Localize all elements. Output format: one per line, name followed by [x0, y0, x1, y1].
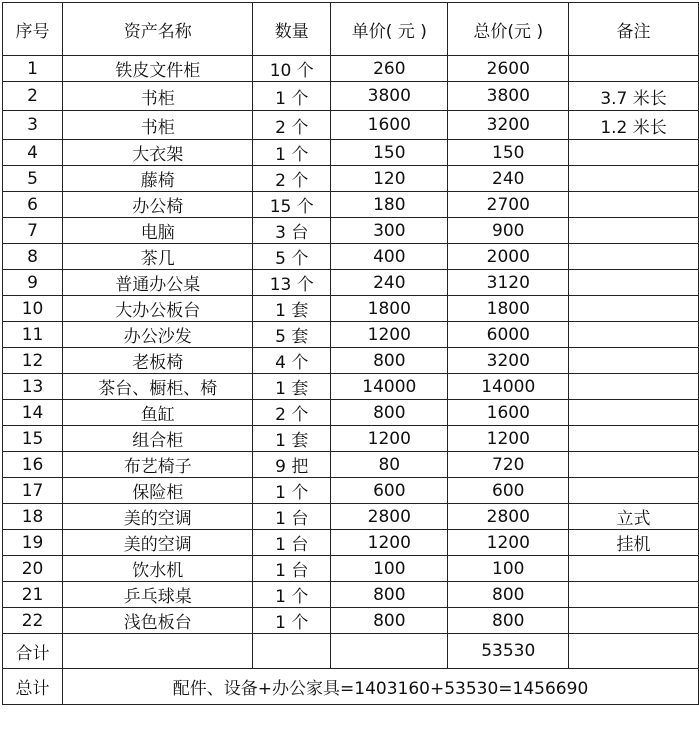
cell-index: 10	[3, 296, 63, 322]
table-row	[3, 530, 699, 556]
header-cell-quantity: 数量	[253, 3, 331, 56]
cell-index: 8	[3, 244, 63, 270]
cell-quantity: 4 个	[253, 348, 331, 374]
cell-quantity: 10 个	[253, 56, 331, 82]
cell-asset-name: 电脑	[63, 218, 253, 244]
cell-quantity: 2 个	[253, 400, 331, 426]
table-row	[3, 504, 699, 530]
cell-unit-price: 800	[331, 400, 448, 426]
grand-total-row	[3, 669, 699, 705]
cell-total-price: 2800	[448, 504, 569, 530]
cell-total-price: 14000	[448, 374, 569, 400]
cell-asset-name	[63, 634, 253, 669]
cell-quantity: 1 台	[253, 504, 331, 530]
table-row	[3, 556, 699, 582]
cell-index: 9	[3, 270, 63, 296]
cell-total-price: 720	[448, 452, 569, 478]
cell-total-price: 1800	[448, 296, 569, 322]
cell-unit-price: 1600	[331, 111, 448, 140]
cell-asset-name: 保险柜	[63, 478, 253, 504]
cell-quantity: 1 套	[253, 426, 331, 452]
cell-unit-price: 240	[331, 270, 448, 296]
cell-index: 7	[3, 218, 63, 244]
table-row	[3, 270, 699, 296]
cell-total-price: 600	[448, 478, 569, 504]
table-row	[3, 400, 699, 426]
cell-remark	[569, 296, 699, 322]
table-row	[3, 192, 699, 218]
table-row	[3, 56, 699, 82]
cell-remark	[569, 608, 699, 634]
cell-asset-name: 老板椅	[63, 348, 253, 374]
cell-unit-price: 300	[331, 218, 448, 244]
cell-asset-name: 大办公板台	[63, 296, 253, 322]
header-cell-remark: 备注	[569, 3, 699, 56]
cell-quantity: 1 套	[253, 296, 331, 322]
cell-total-price: 240	[448, 166, 569, 192]
cell-unit-price: 1200	[331, 426, 448, 452]
grand-total-formula: 配件、设备+办公家具=1403160+53530=1456690	[63, 669, 699, 705]
table-row	[3, 140, 699, 166]
cell-remark	[569, 634, 699, 669]
cell-asset-name: 美的空调	[63, 530, 253, 556]
cell-remark	[569, 270, 699, 296]
cell-index: 13	[3, 374, 63, 400]
cell-asset-name: 茶台、橱柜、椅	[63, 374, 253, 400]
cell-asset-name: 浅色板台	[63, 608, 253, 634]
table-row	[3, 582, 699, 608]
table-row	[3, 244, 699, 270]
cell-asset-name: 美的空调	[63, 504, 253, 530]
cell-remark	[569, 322, 699, 348]
cell-index: 19	[3, 530, 63, 556]
cell-quantity: 2 个	[253, 166, 331, 192]
cell-total-price: 2000	[448, 244, 569, 270]
cell-unit-price: 150	[331, 140, 448, 166]
subtotal-label: 合计	[3, 634, 63, 669]
table-row	[3, 218, 699, 244]
cell-total-price: 2600	[448, 56, 569, 82]
table-row	[3, 608, 699, 634]
cell-total-price: 150	[448, 140, 569, 166]
subtotal-row	[3, 634, 699, 669]
cell-remark	[569, 244, 699, 270]
cell-remark	[569, 582, 699, 608]
cell-asset-name: 藤椅	[63, 166, 253, 192]
cell-unit-price: 600	[331, 478, 448, 504]
cell-index: 1	[3, 56, 63, 82]
header-cell-asset-name: 资产名称	[63, 3, 253, 56]
cell-total-price: 800	[448, 608, 569, 634]
table-row	[3, 348, 699, 374]
cell-remark	[569, 452, 699, 478]
header-cell-unit-price: 单价( 元 )	[331, 3, 448, 56]
cell-remark	[569, 556, 699, 582]
cell-index: 21	[3, 582, 63, 608]
table-row	[3, 322, 699, 348]
table-row	[3, 426, 699, 452]
cell-unit-price: 800	[331, 608, 448, 634]
cell-unit-price: 1200	[331, 322, 448, 348]
cell-total-price: 1200	[448, 530, 569, 556]
cell-asset-name: 办公椅	[63, 192, 253, 218]
cell-unit-price: 800	[331, 582, 448, 608]
cell-index: 4	[3, 140, 63, 166]
cell-unit-price	[331, 634, 448, 669]
cell-remark	[569, 192, 699, 218]
cell-total-price: 3200	[448, 348, 569, 374]
cell-remark	[569, 218, 699, 244]
cell-quantity: 1 个	[253, 82, 331, 111]
cell-remark: 1.2 米长	[569, 111, 699, 140]
cell-index: 16	[3, 452, 63, 478]
cell-index: 14	[3, 400, 63, 426]
subtotal-value: 53530	[448, 634, 569, 669]
cell-quantity: 1 个	[253, 478, 331, 504]
table-row	[3, 111, 699, 140]
cell-remark: 立式	[569, 504, 699, 530]
cell-unit-price: 1200	[331, 530, 448, 556]
cell-quantity: 9 把	[253, 452, 331, 478]
cell-asset-name: 书柜	[63, 111, 253, 140]
cell-total-price: 3120	[448, 270, 569, 296]
cell-remark	[569, 56, 699, 82]
cell-unit-price: 120	[331, 166, 448, 192]
cell-asset-name: 普通办公桌	[63, 270, 253, 296]
cell-asset-name: 办公沙发	[63, 322, 253, 348]
cell-asset-name: 组合柜	[63, 426, 253, 452]
cell-index: 20	[3, 556, 63, 582]
header-cell-index: 序号	[3, 3, 63, 56]
cell-quantity: 3 台	[253, 218, 331, 244]
cell-index: 15	[3, 426, 63, 452]
cell-unit-price: 2800	[331, 504, 448, 530]
cell-unit-price: 14000	[331, 374, 448, 400]
cell-quantity: 1 个	[253, 582, 331, 608]
cell-unit-price: 1800	[331, 296, 448, 322]
cell-quantity: 1 个	[253, 608, 331, 634]
cell-total-price: 100	[448, 556, 569, 582]
header-cell-total-price: 总价(元 )	[448, 3, 569, 56]
cell-unit-price: 800	[331, 348, 448, 374]
header-row	[3, 3, 699, 56]
cell-remark	[569, 140, 699, 166]
cell-unit-price: 3800	[331, 82, 448, 111]
cell-index: 2	[3, 82, 63, 111]
cell-unit-price: 180	[331, 192, 448, 218]
table-row	[3, 166, 699, 192]
cell-unit-price: 400	[331, 244, 448, 270]
cell-index: 17	[3, 478, 63, 504]
cell-index: 6	[3, 192, 63, 218]
cell-index: 22	[3, 608, 63, 634]
cell-unit-price: 260	[331, 56, 448, 82]
cell-asset-name: 大衣架	[63, 140, 253, 166]
cell-remark: 挂机	[569, 530, 699, 556]
cell-total-price: 3800	[448, 82, 569, 111]
cell-asset-name: 饮水机	[63, 556, 253, 582]
table-row	[3, 452, 699, 478]
cell-unit-price: 100	[331, 556, 448, 582]
cell-remark	[569, 374, 699, 400]
table-row	[3, 374, 699, 400]
cell-quantity: 5 个	[253, 244, 331, 270]
cell-quantity: 5 套	[253, 322, 331, 348]
cell-total-price: 2700	[448, 192, 569, 218]
asset-table	[2, 2, 699, 705]
cell-quantity: 15 个	[253, 192, 331, 218]
cell-remark	[569, 348, 699, 374]
cell-quantity: 13 个	[253, 270, 331, 296]
cell-quantity: 1 套	[253, 374, 331, 400]
cell-asset-name: 鱼缸	[63, 400, 253, 426]
cell-index: 3	[3, 111, 63, 140]
cell-remark	[569, 478, 699, 504]
grand-total-label: 总计	[3, 669, 63, 705]
cell-index: 12	[3, 348, 63, 374]
cell-asset-name: 乒乓球桌	[63, 582, 253, 608]
cell-quantity: 1 台	[253, 556, 331, 582]
cell-total-price: 900	[448, 218, 569, 244]
cell-index: 11	[3, 322, 63, 348]
table-row	[3, 82, 699, 111]
cell-quantity: 2 个	[253, 111, 331, 140]
cell-quantity: 1 个	[253, 140, 331, 166]
table-row	[3, 478, 699, 504]
cell-asset-name: 书柜	[63, 82, 253, 111]
cell-total-price: 6000	[448, 322, 569, 348]
cell-total-price: 3200	[448, 111, 569, 140]
cell-total-price: 1600	[448, 400, 569, 426]
table-row	[3, 296, 699, 322]
cell-asset-name: 铁皮文件柜	[63, 56, 253, 82]
cell-quantity: 1 台	[253, 530, 331, 556]
cell-index: 18	[3, 504, 63, 530]
cell-asset-name: 茶几	[63, 244, 253, 270]
cell-asset-name: 布艺椅子	[63, 452, 253, 478]
cell-remark	[569, 400, 699, 426]
cell-quantity	[253, 634, 331, 669]
cell-remark	[569, 426, 699, 452]
cell-unit-price: 80	[331, 452, 448, 478]
cell-index: 5	[3, 166, 63, 192]
cell-remark	[569, 166, 699, 192]
cell-total-price: 800	[448, 582, 569, 608]
cell-remark: 3.7 米长	[569, 82, 699, 111]
cell-total-price: 1200	[448, 426, 569, 452]
